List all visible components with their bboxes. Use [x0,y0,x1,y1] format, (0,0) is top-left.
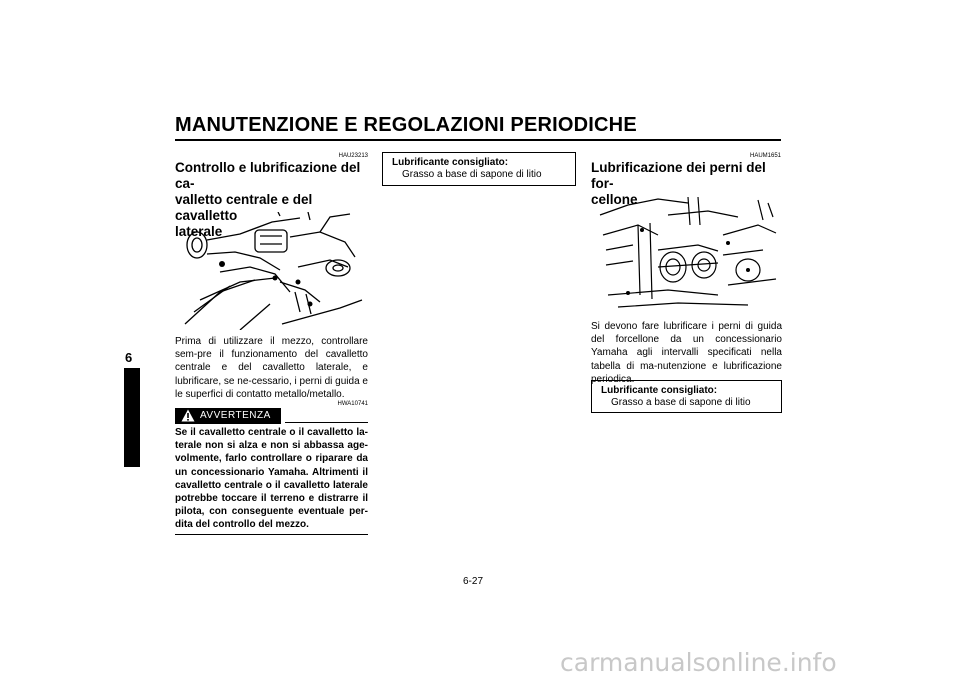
title-rule [175,139,781,141]
lubricant-box [591,380,782,413]
warning-rule [285,422,368,423]
section-heading: Controllo e lubrificazione del ca- valletto centrale e del cavalletto laterale [175,160,361,239]
lubricant-value: Grasso a base di sapone di litio [402,169,542,180]
warning-triangle-icon [181,409,195,422]
page-title: MANUTENZIONE E REGOLAZIONI PERIODICHE [175,114,637,136]
section-heading: Lubrificazione dei perni del for- cellone [591,160,766,207]
page-number: 6-27 [463,576,484,587]
lubricant-label: Lubrificante consigliato: [601,385,718,396]
warning-end-rule [175,534,368,535]
watermark: carmanualsonline.info [560,648,837,677]
lubricant-value: Grasso a base di sapone di litio [611,397,751,408]
warning-code: HWA10741 [337,401,368,407]
warning-label: AVVERTENZA [200,410,271,421]
section-code: HAU23213 [338,153,368,159]
lubricant-box [382,152,576,186]
warning-text: Se il cavalletto centrale o il cavalletto la-terale non si alza e non si abbassa age-volmente, farlo controllare o riparare da un concessionario Yamaha. Altrimenti il cavalletto centrale o il cavalletto laterale potrebbe toccare il terreno e distrarre il pilota, con conseguente eventuale per-dita del controllo del mezzo. [175,427,368,531]
chapter-number: 6 [125,350,133,365]
section-code: HAUM1651 [749,153,781,159]
swingarm-illustration [598,195,778,313]
lubricant-label: Lubrificante consigliato: [392,157,509,168]
section-body: Si devono fare lubrificare i perni di guida del forcellone da un concessionario Yamaha agli intervalli specificati nella tabella di ma-nutenzione e lubrificazione periodica. [591,321,782,385]
warning-badge [175,408,281,424]
stand-illustration [180,212,365,330]
section-body: Prima di utilizzare il mezzo, controllare sem-pre il funzionamento del cavalletto centrale e del cavalletto laterale, e lubrificare, se ne-cessario, i perni di guida e le superfici di contatto metallo/metallo. [175,336,368,400]
